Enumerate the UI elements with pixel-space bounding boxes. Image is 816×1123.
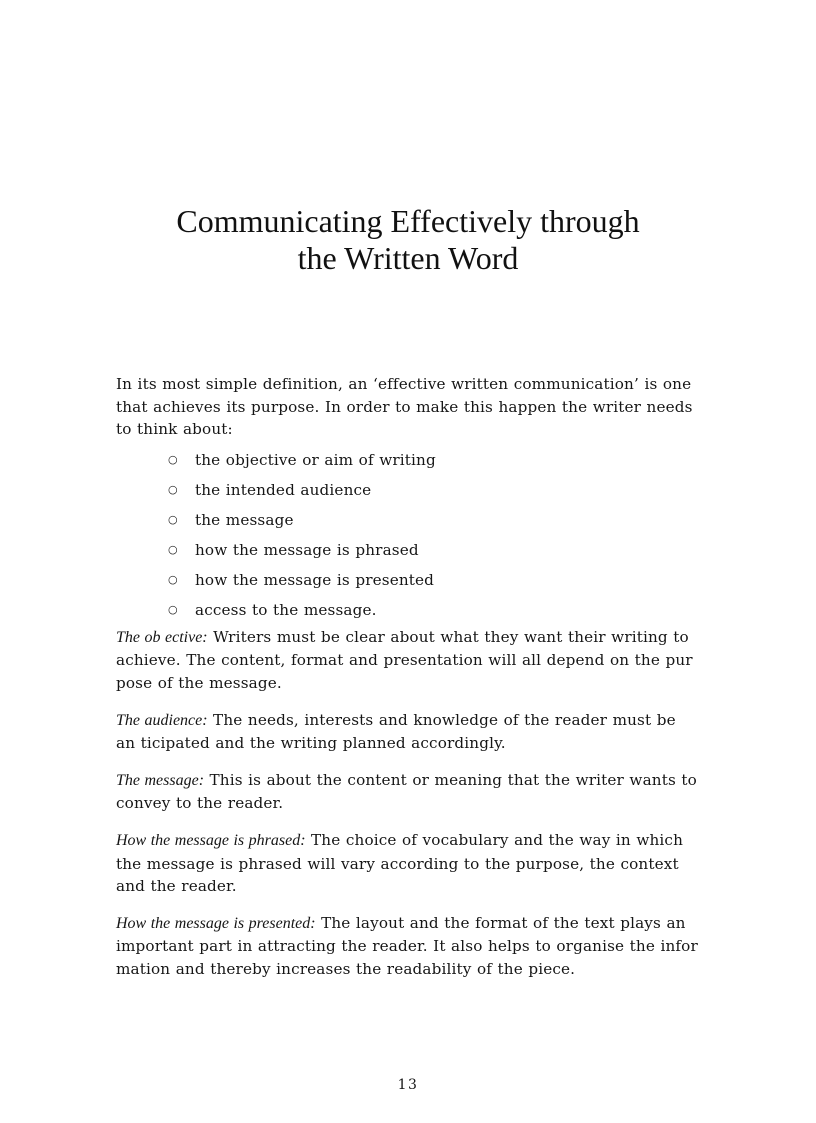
circle-bullet-icon: ○: [168, 452, 178, 466]
paragraph-text: The layout and the format of the text plays an important part in attracting the reader. It also helps to organise the infor mation and thereby increases the readability of the piece.: [116, 913, 698, 978]
paragraph-objective: [116, 626, 699, 695]
circle-bullet-icon: ○: [168, 512, 178, 526]
paragraph-presentation: [116, 912, 699, 981]
list-item: [116, 539, 699, 569]
chapter-title: [0, 203, 816, 277]
paragraph-text: This is about the content or meaning that the writer wants to convey to the reader.: [116, 770, 697, 813]
list-item: [116, 449, 699, 479]
list-item-text: the intended audience: [195, 480, 372, 499]
list-item-text: access to the message.: [195, 600, 377, 619]
list-item: [116, 509, 699, 539]
circle-bullet-icon: ○: [168, 482, 178, 496]
page-number: 13: [397, 1077, 419, 1093]
list-item-text: the objective or aim of writing: [195, 450, 436, 469]
body-text: [116, 373, 699, 981]
paragraph-text: The choice of vocabulary and the way in which the message is phrased will vary according to the purpose, the context and the reader.: [116, 830, 684, 896]
intro-paragraph: In its most simple definition, an ‘effective written communication’ is one that achieves its purpose. In order to make this happen the writer needs to think about:: [116, 375, 693, 439]
circle-bullet-icon: ○: [168, 602, 178, 616]
paragraph-lead: How the message is phrased:: [116, 831, 306, 849]
list-item-text: how the message is phrased: [195, 540, 419, 559]
circle-bullet-icon: ○: [168, 542, 178, 556]
list-item: [116, 479, 699, 509]
list-item: [116, 599, 699, 622]
paragraph-audience: [116, 709, 699, 755]
chapter-title-line-2: the Written Word: [297, 240, 519, 276]
paragraph-lead: How the message is presented:: [116, 914, 316, 932]
list-item: [116, 569, 699, 599]
paragraph-text: Writers must be clear about what they want their writing to achieve. The content, format and presentation will all depend on the pur pose of the message.: [116, 627, 693, 692]
paragraph-lead: The message:: [116, 771, 205, 789]
paragraph-phrasing: [116, 829, 699, 898]
considerations-list: [116, 449, 699, 622]
list-item-text: the message: [195, 510, 294, 529]
paragraph-lead: The audience:: [116, 711, 208, 729]
paragraph-text: The needs, interests and knowledge of the reader must be an ticipated and the writing planned accordingly.: [116, 710, 676, 753]
list-item-text: how the message is presented: [195, 570, 435, 589]
paragraph-message: [116, 769, 699, 815]
circle-bullet-icon: ○: [168, 572, 178, 586]
paragraph-lead: The ob ective:: [116, 628, 208, 646]
chapter-title-line-1: Communicating Effectively through: [176, 203, 640, 239]
